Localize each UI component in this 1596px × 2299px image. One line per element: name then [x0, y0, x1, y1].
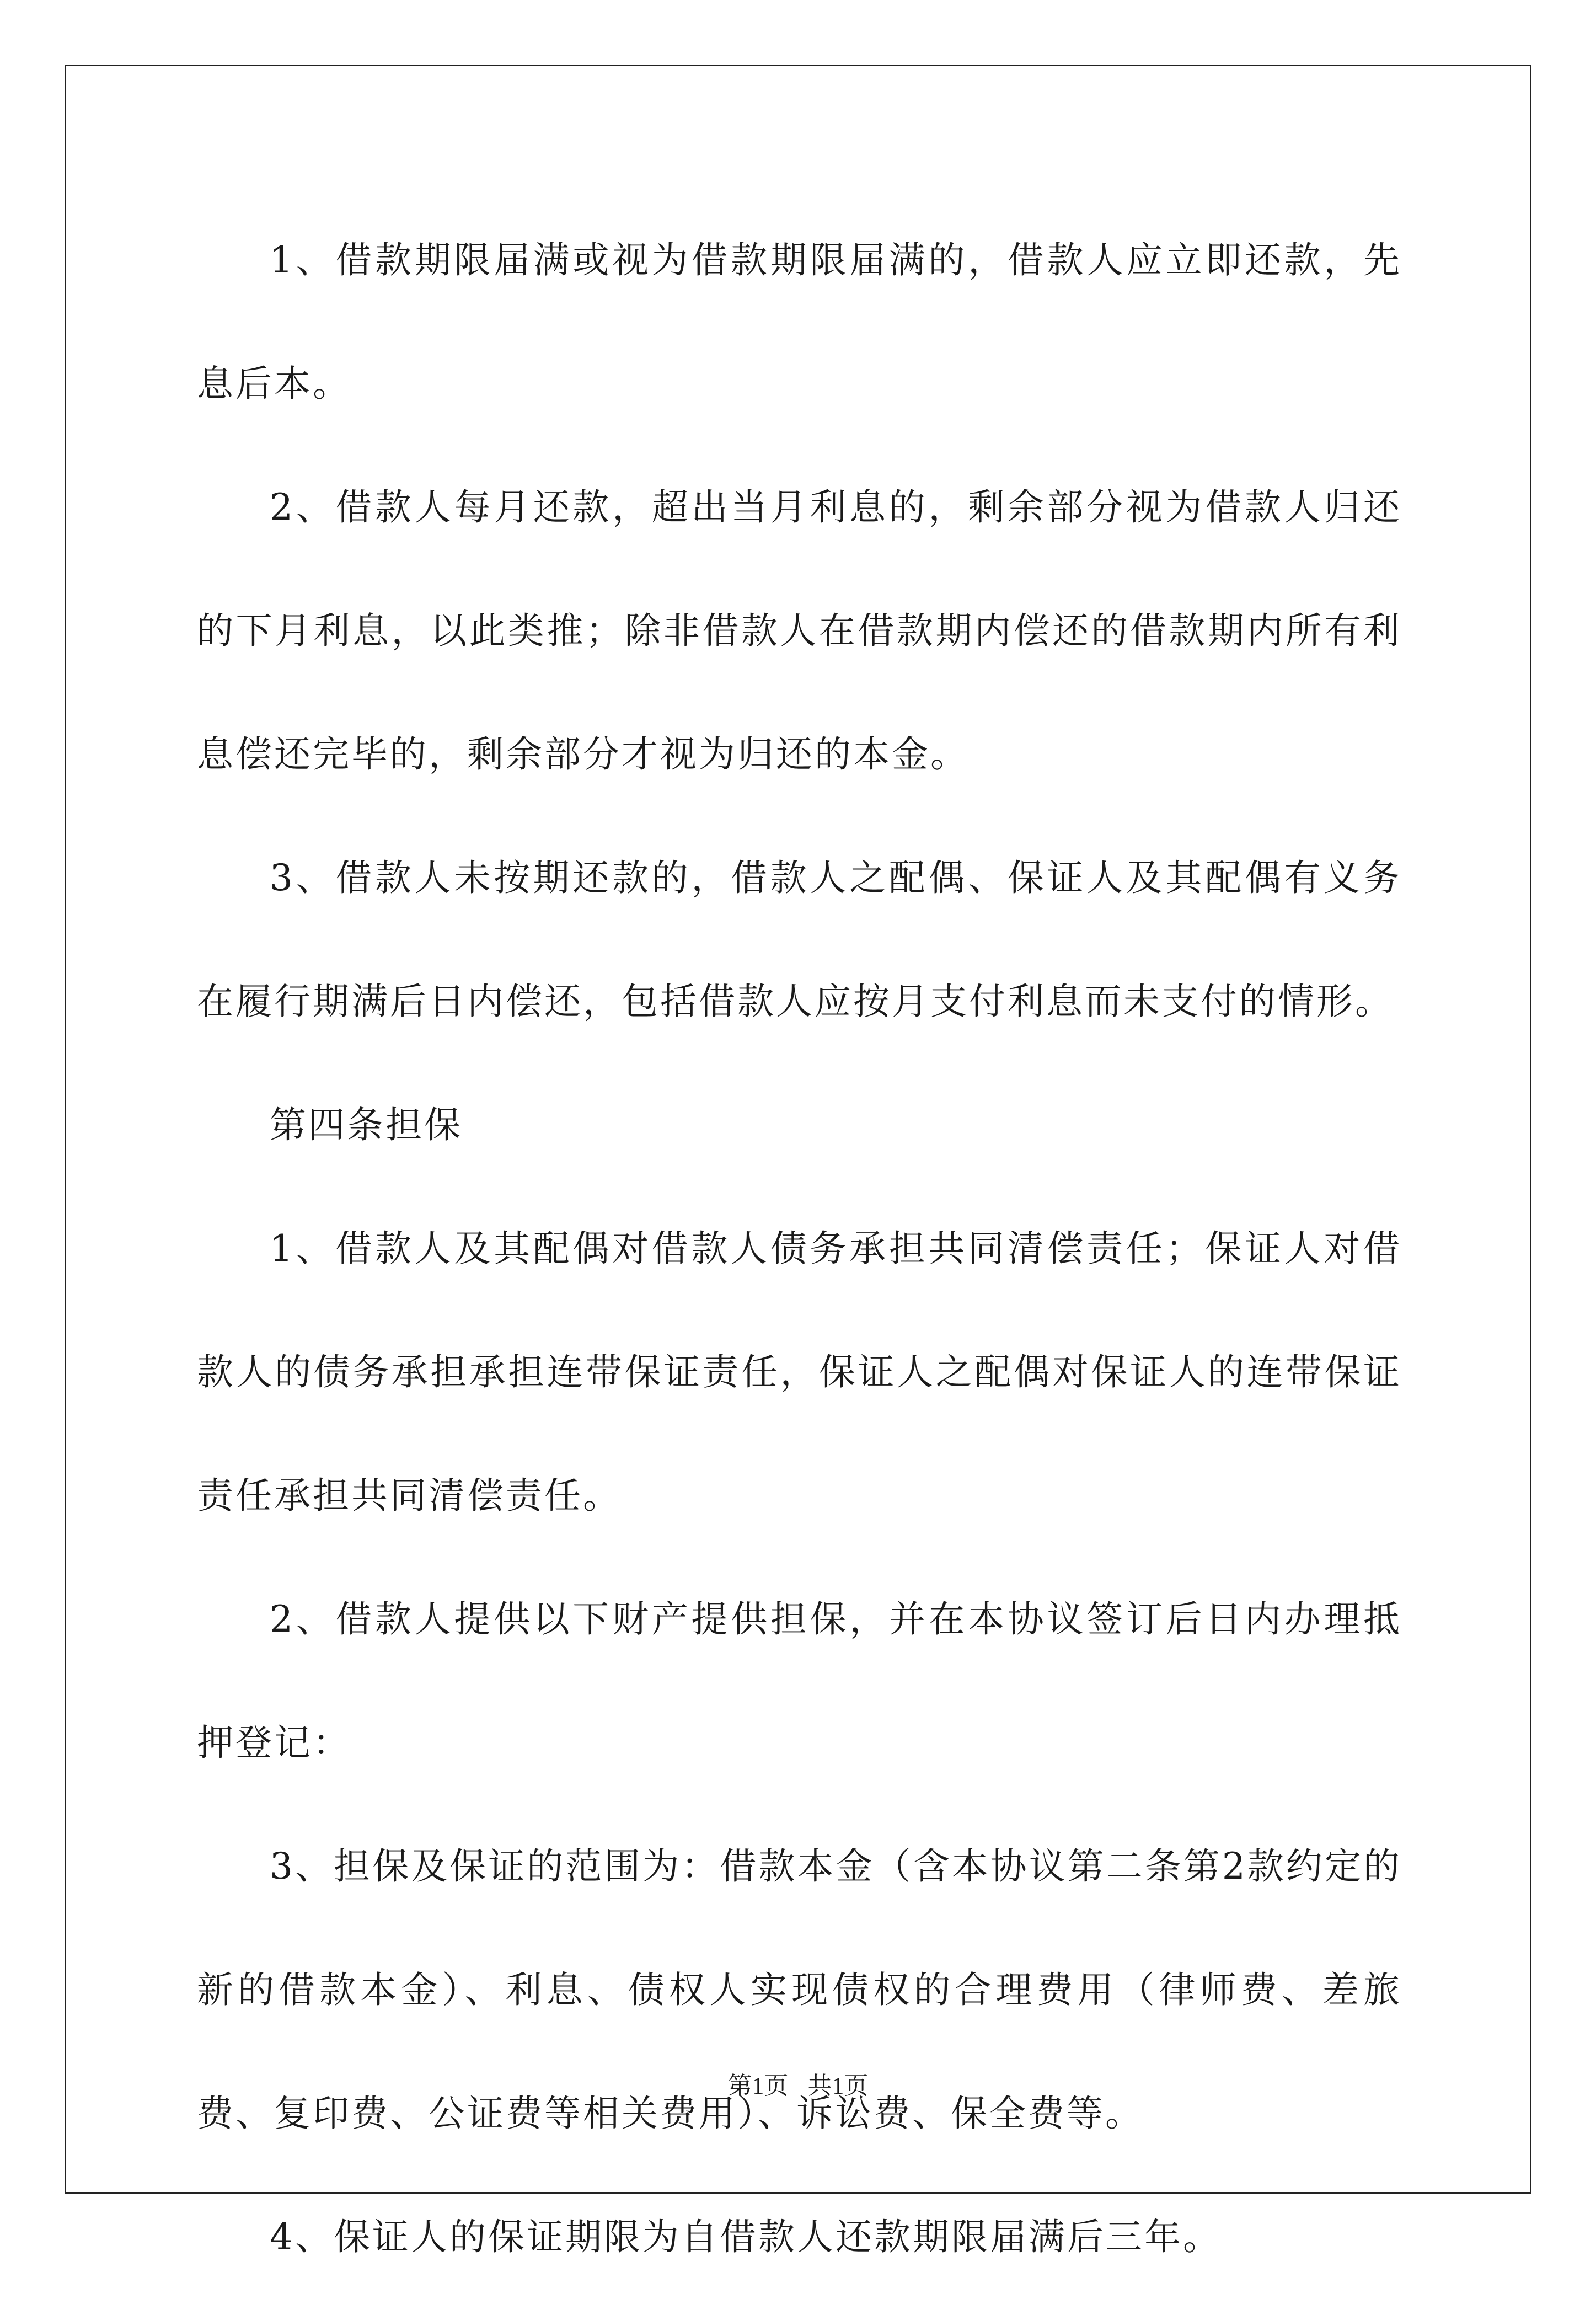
paragraph-6: 3、担保及保证的范围为：借款本金（含本协议第二条第2款约定的新的借款本金）、利息、债权人实现债权的合理费用（律师费、差旅费、复印费、公证费等相关费用）、诉讼费、保全费等。 [197, 1845, 1402, 2135]
paragraph-4: 1、借款人及其配偶对借款人债务承担共同清偿责任；保证人对借款人的债务承担承担连带保证责任，保证人之配偶对保证人的连带保证责任承担共同清偿责任。 [197, 1227, 1402, 1517]
paragraph-3: 3、借款人未按期还款的，借款人之配偶、保证人及其配偶有义务在履行期满后日内偿还，包括借款人应按月支付利息而未支付的情形。 [197, 857, 1402, 1023]
page-total: 共1页 [807, 2072, 869, 2099]
section-heading: 第四条担保 [270, 1104, 463, 1146]
paragraph-5: 2、借款人提供以下财产提供担保，并在本协议签订后日内办理抵押登记： [197, 1598, 1402, 1764]
document-body [197, 199, 1402, 2299]
paragraph-1: 1、借款期限届满或视为借款期限届满的，借款人应立即还款，先息后本。 [197, 239, 1402, 405]
page-number: 第1页 [727, 2072, 789, 2099]
paragraph-7: 4、保证人的保证期限为自借款人还款期限届满后三年。 [270, 2216, 1222, 2258]
paragraph-2: 2、借款人每月还款，超出当月利息的，剩余部分视为借款人归还的下月利息，以此类推；除非借款人在借款期内偿还的借款期内所有利息偿还完毕的，剩余部分才视为归还的本金。 [197, 486, 1402, 776]
page-footer [0, 2066, 1596, 2101]
